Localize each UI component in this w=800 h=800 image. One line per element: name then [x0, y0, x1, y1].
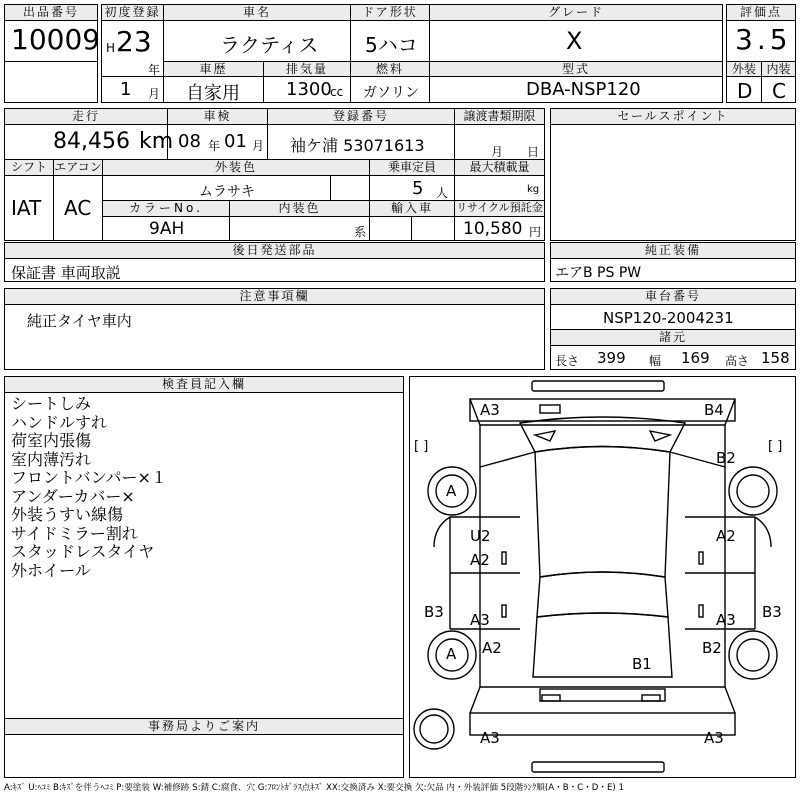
- recycle-fee-unit: 円: [529, 225, 542, 239]
- notes: 純正タイヤ車内: [27, 312, 132, 330]
- mark-a-wheel-front-left: A: [446, 482, 457, 500]
- legend: A:ｷｽﾞ U:ﾍｺﾐ B:ｷｽﾞを伴うﾍｺﾐ P:要塗装 W:補修跡 S:錆 C:腐食、穴 G:ﾌﾛﾝﾄｶﾞﾗｽ点ｷｽﾞ XX:交換済み X:要交換 欠:欠品 内・外装評価 5段階ﾗﾝｸ順(A・B・C・D・E) 1: [4, 783, 624, 793]
- inspection-month-unit: 月: [252, 139, 265, 153]
- plate-cell: [267, 124, 455, 160]
- grade-header: グレード: [429, 4, 723, 21]
- car-name: ラクティス: [220, 33, 319, 57]
- height-label: 高さ: [725, 354, 750, 368]
- chassis-number: NSP120-2004231: [603, 309, 734, 327]
- car-name-cell: [163, 20, 351, 62]
- capacity-cell: [369, 175, 455, 201]
- fuel: ガソリン: [363, 85, 419, 101]
- color-no-header: カラーNo.: [102, 200, 230, 217]
- notes-cell: [4, 304, 545, 370]
- score-cell: [726, 20, 796, 62]
- later-parts-cell: [4, 258, 545, 282]
- model-cell: [429, 76, 723, 103]
- office-header: 事務局よりご案内: [4, 718, 404, 735]
- score-header: 評価点: [726, 4, 796, 21]
- aircon: AC: [64, 196, 92, 220]
- interior-color-unit: 系: [354, 225, 367, 239]
- recycle-fee: 10,580: [463, 219, 523, 239]
- inspector-line: 室内薄汚れ: [11, 449, 92, 469]
- mark-b2-right-front: B2: [716, 449, 736, 467]
- first-registration-month-cell: [101, 76, 164, 103]
- interior-color-header: 内装色: [229, 200, 370, 217]
- history: 自家用: [186, 83, 240, 104]
- mark-a2-right-door: A2: [716, 527, 736, 545]
- history-cell: [163, 76, 264, 103]
- max-load-header: 最大積載量: [454, 159, 545, 176]
- inspector-line: 外ホイール: [11, 560, 91, 580]
- interior-color-cell: [229, 216, 370, 241]
- transfer-deadline-day-unit: 日: [527, 145, 540, 159]
- capacity-unit: 人: [436, 186, 449, 200]
- max-load-unit: kg: [527, 184, 540, 195]
- plate-header: 登録番号: [267, 108, 455, 125]
- inspection-year-unit: 年: [208, 139, 221, 153]
- mark-a2-left-door: A2: [470, 551, 490, 569]
- interior-score: C: [772, 79, 786, 103]
- sales-point-header: セールスポイント: [550, 108, 796, 125]
- mileage-unit: km: [139, 129, 174, 154]
- displacement-header: 排気量: [263, 61, 351, 77]
- mark-b2-right-rear: B2: [702, 639, 722, 657]
- color-no-cell: [102, 216, 230, 241]
- interior-score-header: 内装: [761, 61, 796, 77]
- inspector-line: 荷室内張傷: [11, 431, 92, 450]
- mark-b1-roof: B1: [632, 655, 652, 673]
- model: DBA-NSP120: [526, 79, 641, 100]
- recycle-cell: [454, 216, 545, 241]
- door-header: ドア形状: [350, 4, 430, 21]
- dims-header: 諸元: [550, 329, 796, 346]
- exterior-score-header: 外装: [726, 61, 762, 77]
- score: 3.5: [735, 23, 792, 56]
- inspection-cell: [167, 124, 268, 160]
- exterior-score: D: [737, 79, 753, 103]
- fuel-header: 燃料: [350, 61, 430, 77]
- mark-b3-right: B3: [762, 603, 782, 621]
- chassis-cell: [550, 304, 796, 330]
- inspector-lines: [11, 395, 167, 580]
- aircon-header: エアコン: [54, 160, 102, 174]
- mileage: 84,456: [53, 129, 130, 154]
- inspector-line: フロントバンパー×１: [11, 468, 167, 487]
- chassis-header: 車台番号: [550, 288, 796, 305]
- equipment-header: 純正装備: [550, 242, 796, 259]
- inspection-month: 01: [224, 131, 247, 152]
- later-parts-header: 後日発送部品: [4, 242, 545, 259]
- mark-a3-bottom-left: A3: [480, 729, 500, 747]
- fuel-cell: [350, 76, 430, 103]
- first-registration-era: H: [106, 41, 116, 55]
- grade: X: [566, 27, 583, 55]
- car-name-header: 車名: [163, 4, 351, 21]
- recycle-header: リサイクル預託金: [454, 200, 545, 217]
- car-diagram-svg: [410, 377, 795, 777]
- later-parts: 保証書 車両取説: [11, 264, 121, 282]
- first-registration-year: 23: [116, 25, 152, 58]
- notes-header: 注意事項欄: [4, 288, 545, 305]
- mileage-cell: [4, 124, 174, 160]
- transfer-deadline-month-unit: 月: [491, 145, 504, 159]
- capacity: 5: [412, 178, 424, 199]
- width: 169: [681, 349, 710, 367]
- mark-b4-front-right: B4: [704, 401, 724, 419]
- dims-cell: [550, 345, 796, 370]
- mark-a-wheel-rear-left: A: [446, 645, 457, 663]
- lot-number: 10009: [11, 23, 101, 56]
- lot-number-header: 出品番号: [4, 4, 98, 21]
- shift-cell: [4, 175, 54, 241]
- first-registration-month: 1: [120, 79, 132, 100]
- inspector-line: 外装うすい線傷: [11, 505, 124, 524]
- lot-number-cell: [4, 20, 101, 62]
- width-label: 幅: [649, 354, 662, 368]
- lot-number-empty-cell: [4, 61, 98, 103]
- displacement-cell: [263, 76, 351, 103]
- mark-b3-left: B3: [424, 603, 444, 621]
- capacity-header: 乗車定員: [369, 159, 455, 176]
- mark-a3-right-rear: A3: [716, 611, 736, 629]
- import-header: 輸入車: [369, 200, 455, 217]
- equipment-cell: [550, 258, 796, 282]
- length: 399: [597, 349, 626, 367]
- grade-cell: [429, 20, 723, 62]
- inspector-header: 検査員記入欄: [4, 376, 404, 393]
- mark-bracket-left: [ ]: [414, 439, 429, 454]
- inspector-line: アンダーカバー×: [11, 486, 135, 506]
- door-type: 5ハコ: [365, 33, 418, 57]
- first-registration-year-unit: 年: [148, 63, 161, 77]
- shift: IAT: [11, 196, 42, 220]
- shift-header: シフト: [4, 159, 54, 176]
- equipment: エアB PS PW: [555, 265, 642, 281]
- exterior-color: ムラサキ: [199, 184, 255, 200]
- office-cell: [4, 734, 404, 778]
- first-registration-month-unit: 月: [148, 87, 161, 101]
- max-load-cell: [454, 175, 545, 201]
- first-registration-year-cell: [101, 20, 164, 77]
- mark-a3-front-left: A3: [480, 401, 500, 419]
- displacement: 1300: [286, 79, 332, 100]
- import-cell-1: [369, 216, 412, 241]
- inspection-header: 車検: [167, 108, 268, 125]
- exterior-color-cell: [102, 175, 331, 201]
- interior-score-cell: [761, 76, 796, 103]
- mark-a3-left-rear: A3: [470, 611, 490, 629]
- exterior-score-cell: [726, 76, 762, 103]
- model-header: 型式: [429, 61, 723, 77]
- history-header: 車歴: [163, 61, 264, 77]
- mark-u2: U2: [470, 527, 491, 545]
- mark-a2-left-rear: A2: [482, 639, 502, 657]
- transfer-deadline-header: 譲渡書類期限: [454, 108, 545, 125]
- inspector-line: スタッドレスタイヤ: [11, 542, 155, 561]
- mark-bracket-right: [ ]: [768, 439, 783, 454]
- import-cell-2: [411, 216, 455, 241]
- inspection-year: 08: [178, 131, 201, 152]
- plate-number: 袖ケ浦 53071613: [290, 136, 425, 155]
- displacement-unit: cc: [330, 85, 344, 99]
- inspector-line: ハンドルすれ: [11, 412, 108, 432]
- door-cell: [350, 20, 430, 62]
- transfer-deadline-cell: [454, 124, 545, 160]
- inspector-cell: [4, 392, 404, 719]
- inspector-line: シートしみ: [11, 394, 92, 413]
- exterior-color-extra-cell: [330, 175, 370, 201]
- damage-diagram: [409, 376, 796, 778]
- inspector-line: サイドミラー割れ: [11, 523, 138, 543]
- aircon-cell: [53, 175, 103, 241]
- length-label: 長さ: [555, 354, 580, 368]
- exterior-color-header: 外装色: [102, 159, 370, 176]
- mark-a3-bottom-right: A3: [704, 729, 724, 747]
- first-registration-header: 初度登録: [101, 4, 164, 21]
- mileage-header: 走行: [4, 108, 168, 125]
- color-no: 9AH: [149, 219, 185, 239]
- sales-point-cell: [550, 124, 796, 241]
- height: 158: [761, 349, 790, 367]
